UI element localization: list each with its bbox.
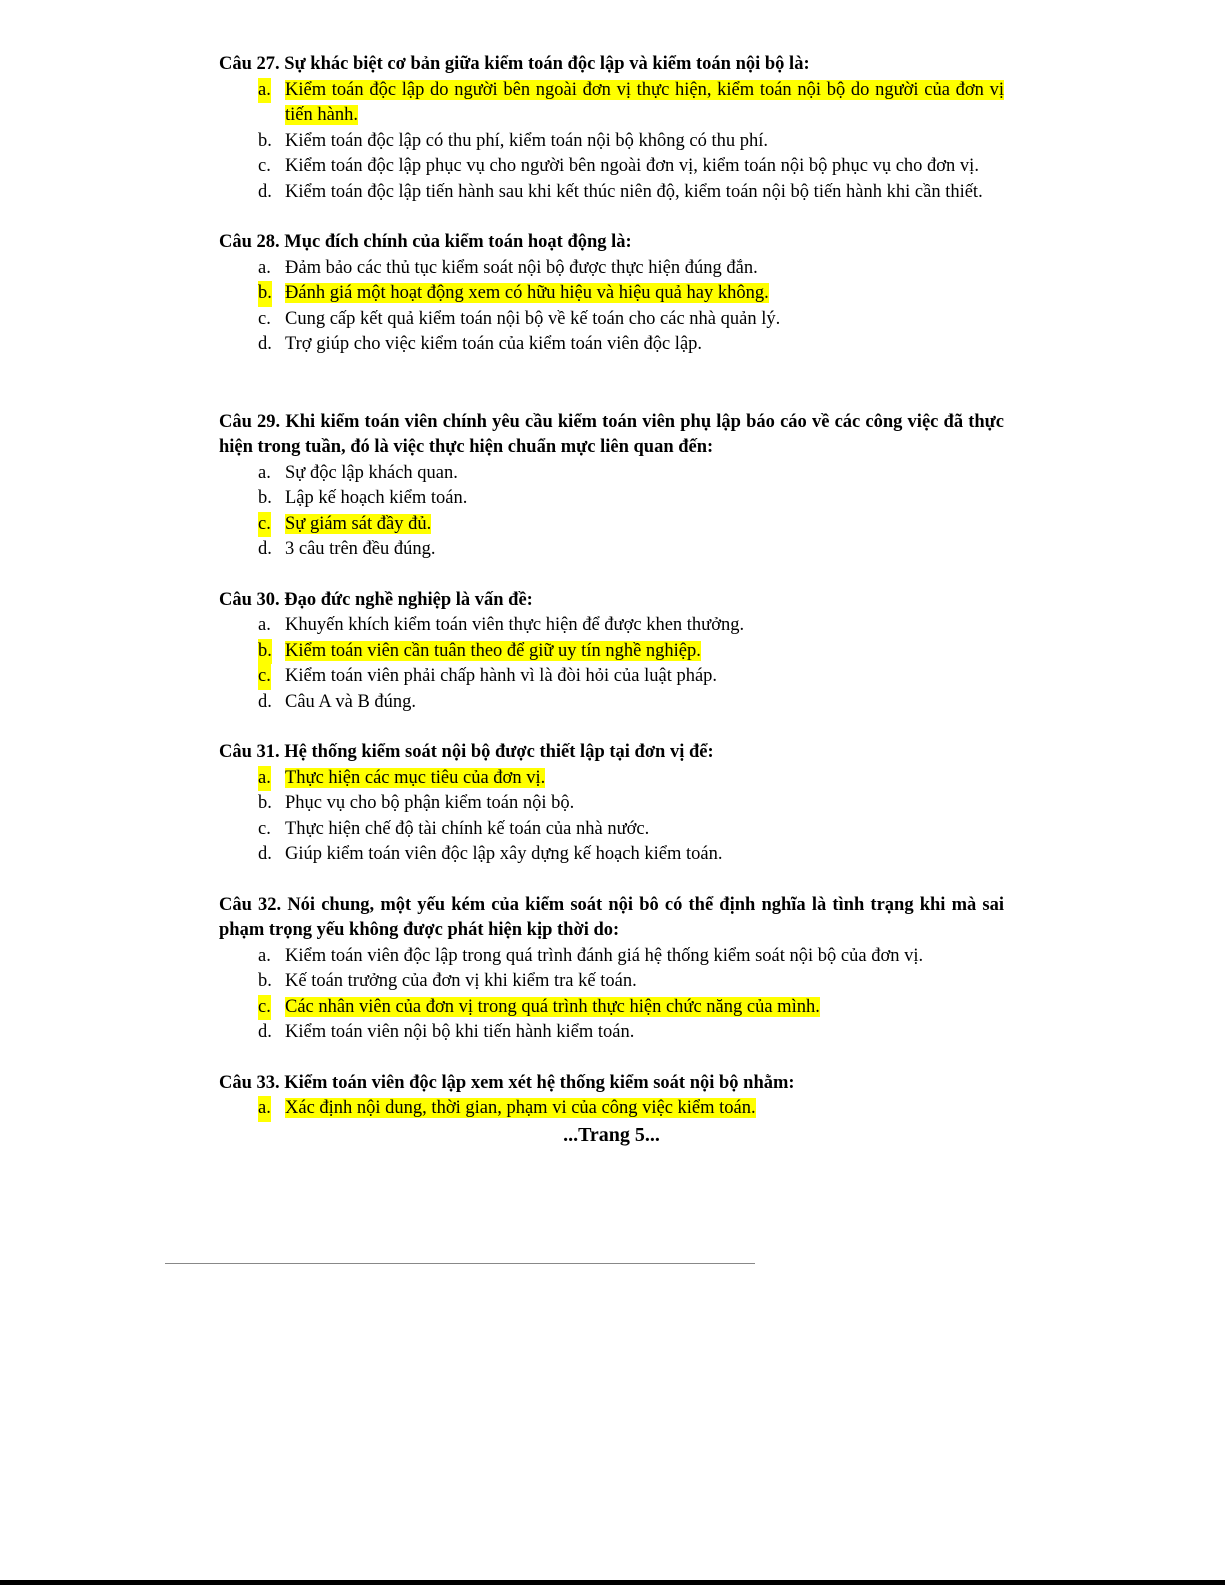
divider-line xyxy=(165,1263,755,1264)
option-list xyxy=(219,78,1004,206)
option-text: Kiểm toán độc lập phục vụ cho người bên ngoài đơn vị, kiểm toán nội bộ phục vụ cho đơn vị. xyxy=(285,156,979,176)
option-a xyxy=(219,1096,1004,1122)
option-a xyxy=(219,461,1004,487)
question-32 xyxy=(219,893,1004,1046)
option-d xyxy=(219,180,1004,206)
spacer xyxy=(219,205,1004,230)
option-d xyxy=(219,842,1004,868)
option-letter: b. xyxy=(258,130,272,151)
option-letter: b. xyxy=(258,793,272,813)
page-bottom-border xyxy=(0,1580,1225,1585)
question-33 xyxy=(219,1071,1004,1122)
option-letter: c. xyxy=(258,664,271,690)
option-text: Kiểm toán độc lập tiến hành sau khi kết thúc niên độ, kiểm toán nội bộ tiến hành khi cần thiết. xyxy=(285,181,983,202)
option-d xyxy=(219,537,1004,563)
option-text: Sự độc lập khách quan. xyxy=(285,462,458,483)
option-letter: a. xyxy=(258,78,271,104)
option-b xyxy=(219,486,1004,512)
option-text: Sự giám sát đầy đủ. xyxy=(285,513,432,534)
option-b xyxy=(219,969,1004,995)
option-list xyxy=(219,1096,1004,1122)
option-text: Kiểm toán viên độc lập trong quá trình đánh giá hệ thống kiểm soát nội bộ của đơn vị. xyxy=(285,945,924,966)
spacer xyxy=(219,1046,1004,1071)
option-a xyxy=(219,766,1004,792)
option-letter: d. xyxy=(258,844,272,864)
option-letter: a. xyxy=(258,615,271,635)
option-c xyxy=(219,512,1004,538)
page-footer: ...Trang 5... xyxy=(563,1123,660,1146)
option-text: Đánh giá một hoạt động xem có hữu hiệu và hiệu quả hay không. xyxy=(285,283,769,303)
question-title: Câu 33. Kiểm toán viên độc lập xem xét hệ thống kiểm soát nội bộ nhằm: xyxy=(219,1072,795,1093)
option-c xyxy=(219,154,1004,180)
option-b xyxy=(219,281,1004,307)
spacer xyxy=(219,715,1004,740)
option-a xyxy=(219,256,1004,282)
option-c xyxy=(219,664,1004,690)
option-text: Thực hiện chế độ tài chính kế toán của nhà nước. xyxy=(285,818,650,839)
option-c xyxy=(219,995,1004,1021)
option-text: Lập kế hoạch kiểm toán. xyxy=(285,488,468,508)
option-text: Câu A và B đúng. xyxy=(285,691,417,712)
option-list xyxy=(219,766,1004,868)
option-b xyxy=(219,639,1004,665)
option-text: Kiểm toán viên nội bộ khi tiến hành kiểm toán. xyxy=(285,1022,635,1042)
option-text: Kiểm toán độc lập do người bên ngoài đơn vị thực hiện, kiểm toán nội bộ do người của đơn vị tiến hành. xyxy=(285,79,1004,125)
option-text: Kiểm toán viên phải chấp hành vì là đòi hỏi của luật pháp. xyxy=(285,666,718,686)
option-text: Phục vụ cho bộ phận kiểm toán nội bộ. xyxy=(285,793,575,813)
option-letter: c. xyxy=(258,995,271,1021)
option-text: Kiểm toán viên cần tuân theo để giữ uy tín nghề nghiệp. xyxy=(285,640,701,661)
option-text: Đảm bảo các thủ tục kiểm soát nội bộ được thực hiện đúng đắn. xyxy=(285,257,758,278)
option-letter: b. xyxy=(258,971,272,991)
document-page xyxy=(219,52,1004,1148)
option-letter: a. xyxy=(258,462,271,483)
option-text: Cung cấp kết quả kiểm toán nội bộ về kế toán cho các nhà quản lý. xyxy=(285,308,781,329)
option-letter: b. xyxy=(258,488,272,508)
option-letter: c. xyxy=(258,308,271,329)
option-letter: c. xyxy=(258,818,271,839)
option-list xyxy=(219,944,1004,1046)
option-b xyxy=(219,129,1004,155)
option-letter: b. xyxy=(258,639,272,665)
option-text: Kế toán trưởng của đơn vị khi kiểm tra kế toán. xyxy=(285,971,637,991)
question-27 xyxy=(219,52,1004,205)
option-a xyxy=(219,78,1004,129)
option-letter: d. xyxy=(258,539,272,559)
question-title: Câu 31. Hệ thống kiểm soát nội bộ được thiết lập tại đơn vị để: xyxy=(219,742,714,762)
spacer xyxy=(219,563,1004,588)
question-28 xyxy=(219,230,1004,358)
option-a xyxy=(219,944,1004,970)
option-text: Kiểm toán độc lập có thu phí, kiểm toán nội bộ không có thu phí. xyxy=(285,130,768,151)
option-list xyxy=(219,613,1004,715)
question-title: Câu 30. Đạo đức nghề nghiệp là vấn đề: xyxy=(219,589,533,610)
spacer xyxy=(219,868,1004,893)
option-d xyxy=(219,1020,1004,1046)
option-list xyxy=(219,256,1004,358)
option-text: Xác định nội dung, thời gian, phạm vi của công việc kiểm toán. xyxy=(285,1098,756,1118)
option-letter: a. xyxy=(258,257,271,278)
option-text: Trợ giúp cho việc kiểm toán của kiểm toán viên độc lập. xyxy=(285,334,703,354)
option-list xyxy=(219,461,1004,563)
option-letter: d. xyxy=(258,691,272,712)
option-letter: a. xyxy=(258,766,271,792)
option-letter: d. xyxy=(258,1022,272,1042)
option-b xyxy=(219,791,1004,817)
option-letter: b. xyxy=(258,281,272,307)
question-title: Câu 27. Sự khác biệt cơ bản giữa kiểm toán độc lập và kiểm toán nội bộ là: xyxy=(219,54,810,74)
question-29 xyxy=(219,410,1004,563)
option-text: Khuyến khích kiểm toán viên thực hiện để được khen thưởng. xyxy=(285,615,745,635)
spacer xyxy=(219,358,1004,410)
option-text: 3 câu trên đều đúng. xyxy=(285,539,436,559)
option-d xyxy=(219,690,1004,716)
question-title: Câu 29. Khi kiểm toán viên chính yêu cầu kiểm toán viên phụ lập báo cáo về các công việc đã thực hiện trong tuần, đó là việc thực hiện chuẩn mực liên quan đến: xyxy=(219,411,1004,457)
option-letter: a. xyxy=(258,945,271,966)
option-c xyxy=(219,307,1004,333)
option-text: Thực hiện các mục tiêu của đơn vị. xyxy=(285,767,546,788)
question-title: Câu 32. Nói chung, một yếu kém của kiểm soát nội bô có thể định nghĩa là tình trạng khi mà sai phạm trọng yếu không được phát hiện kịp thời do: xyxy=(219,894,1004,940)
question-title: Câu 28. Mục đích chính của kiểm toán hoạt động là: xyxy=(219,232,632,252)
option-letter: c. xyxy=(258,512,271,538)
option-c xyxy=(219,817,1004,843)
option-d xyxy=(219,332,1004,358)
option-letter: d. xyxy=(258,181,272,202)
option-a xyxy=(219,613,1004,639)
option-letter: a. xyxy=(258,1096,271,1122)
option-letter: d. xyxy=(258,334,272,354)
option-text: Giúp kiểm toán viên độc lập xây dựng kế hoạch kiểm toán. xyxy=(285,844,723,864)
question-31 xyxy=(219,740,1004,868)
question-30 xyxy=(219,588,1004,716)
option-text: Các nhân viên của đơn vị trong quá trình thực hiện chức năng của mình. xyxy=(285,996,820,1017)
option-letter: c. xyxy=(258,156,271,176)
